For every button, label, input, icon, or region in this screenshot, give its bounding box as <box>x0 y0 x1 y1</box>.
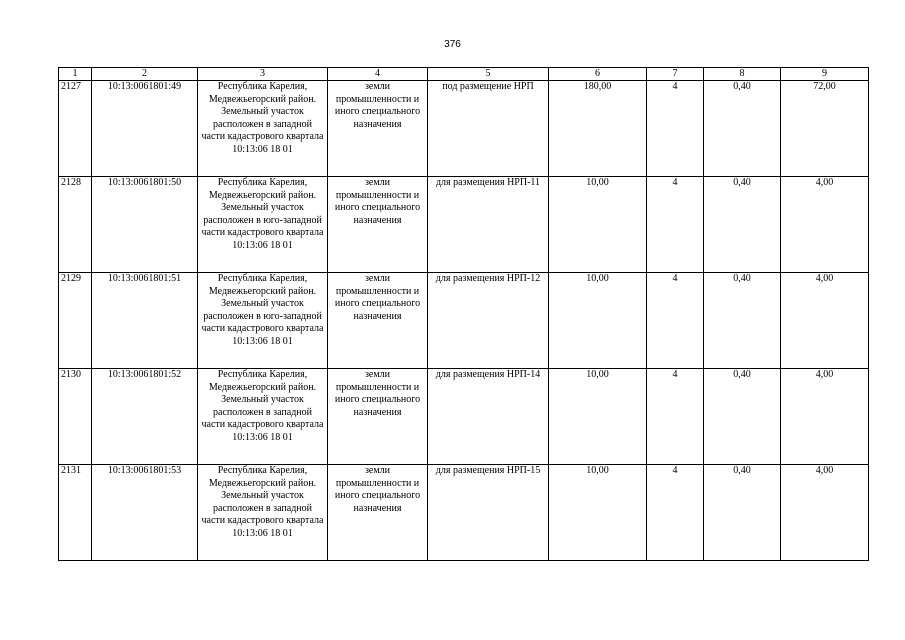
cadastral-number-cell: 10:13:0061801:51 <box>92 273 198 369</box>
area-cell: 180,00 <box>549 81 647 177</box>
permitted-use-cell: для размещения НРП-15 <box>428 465 549 561</box>
table-row <box>59 369 869 465</box>
column-header: 5 <box>428 68 549 81</box>
area-cell: 10,00 <box>549 465 647 561</box>
row-number-cell: 2128 <box>59 177 92 273</box>
column-9-cell: 4,00 <box>781 177 869 273</box>
column-7-cell: 4 <box>647 369 704 465</box>
location-cell: Республика Карелия, Медвежьегорский район. Земельный участок расположен в западной части кадастрового квартала 10:13:06 18 01 <box>198 369 328 465</box>
permitted-use-cell: для размещения НРП-14 <box>428 369 549 465</box>
column-header: 3 <box>198 68 328 81</box>
land-plot-table <box>58 67 869 561</box>
column-7-cell: 4 <box>647 273 704 369</box>
table-row <box>59 465 869 561</box>
location-cell: Республика Карелия, Медвежьегорский район. Земельный участок расположен в юго-западной части кадастрового квартала 10:13:06 18 01 <box>198 273 328 369</box>
page-number: 376 <box>444 39 461 50</box>
column-header: 2 <box>92 68 198 81</box>
location-cell: Республика Карелия, Медвежьегорский район. Земельный участок расположен в западной части кадастрового квартала 10:13:06 18 01 <box>198 81 328 177</box>
column-header: 4 <box>328 68 428 81</box>
table-row <box>59 81 869 177</box>
area-cell: 10,00 <box>549 177 647 273</box>
column-header: 6 <box>549 68 647 81</box>
row-number-cell: 2129 <box>59 273 92 369</box>
column-7-cell: 4 <box>647 81 704 177</box>
cadastral-number-cell: 10:13:0061801:52 <box>92 369 198 465</box>
column-8-cell: 0,40 <box>704 273 781 369</box>
land-category-cell: земли промышленности и иного специального назначения <box>328 273 428 369</box>
location-cell: Республика Карелия, Медвежьегорский район. Земельный участок расположен в юго-западной части кадастрового квартала 10:13:06 18 01 <box>198 177 328 273</box>
column-9-cell: 4,00 <box>781 465 869 561</box>
permitted-use-cell: для размещения НРП-12 <box>428 273 549 369</box>
cadastral-number-cell: 10:13:0061801:53 <box>92 465 198 561</box>
table-row <box>59 273 869 369</box>
column-7-cell: 4 <box>647 177 704 273</box>
cadastral-number-cell: 10:13:0061801:49 <box>92 81 198 177</box>
table-row <box>59 177 869 273</box>
column-8-cell: 0,40 <box>704 369 781 465</box>
land-category-cell: земли промышленности и иного специального назначения <box>328 81 428 177</box>
column-8-cell: 0,40 <box>704 465 781 561</box>
land-category-cell: земли промышленности и иного специального назначения <box>328 465 428 561</box>
row-number-cell: 2131 <box>59 465 92 561</box>
location-cell: Республика Карелия, Медвежьегорский район. Земельный участок расположен в западной части кадастрового квартала 10:13:06 18 01 <box>198 465 328 561</box>
area-cell: 10,00 <box>549 273 647 369</box>
row-number-cell: 2127 <box>59 81 92 177</box>
column-header: 9 <box>781 68 869 81</box>
column-number-row <box>59 68 869 81</box>
column-7-cell: 4 <box>647 465 704 561</box>
column-8-cell: 0,40 <box>704 81 781 177</box>
column-9-cell: 4,00 <box>781 369 869 465</box>
column-9-cell: 72,00 <box>781 81 869 177</box>
column-header: 7 <box>647 68 704 81</box>
row-number-cell: 2130 <box>59 369 92 465</box>
land-category-cell: земли промышленности и иного специального назначения <box>328 177 428 273</box>
column-header: 8 <box>704 68 781 81</box>
column-header: 1 <box>59 68 92 81</box>
column-8-cell: 0,40 <box>704 177 781 273</box>
permitted-use-cell: для размещения НРП-11 <box>428 177 549 273</box>
cadastral-number-cell: 10:13:0061801:50 <box>92 177 198 273</box>
permitted-use-cell: под размещение НРП <box>428 81 549 177</box>
area-cell: 10,00 <box>549 369 647 465</box>
land-category-cell: земли промышленности и иного специального назначения <box>328 369 428 465</box>
column-9-cell: 4,00 <box>781 273 869 369</box>
